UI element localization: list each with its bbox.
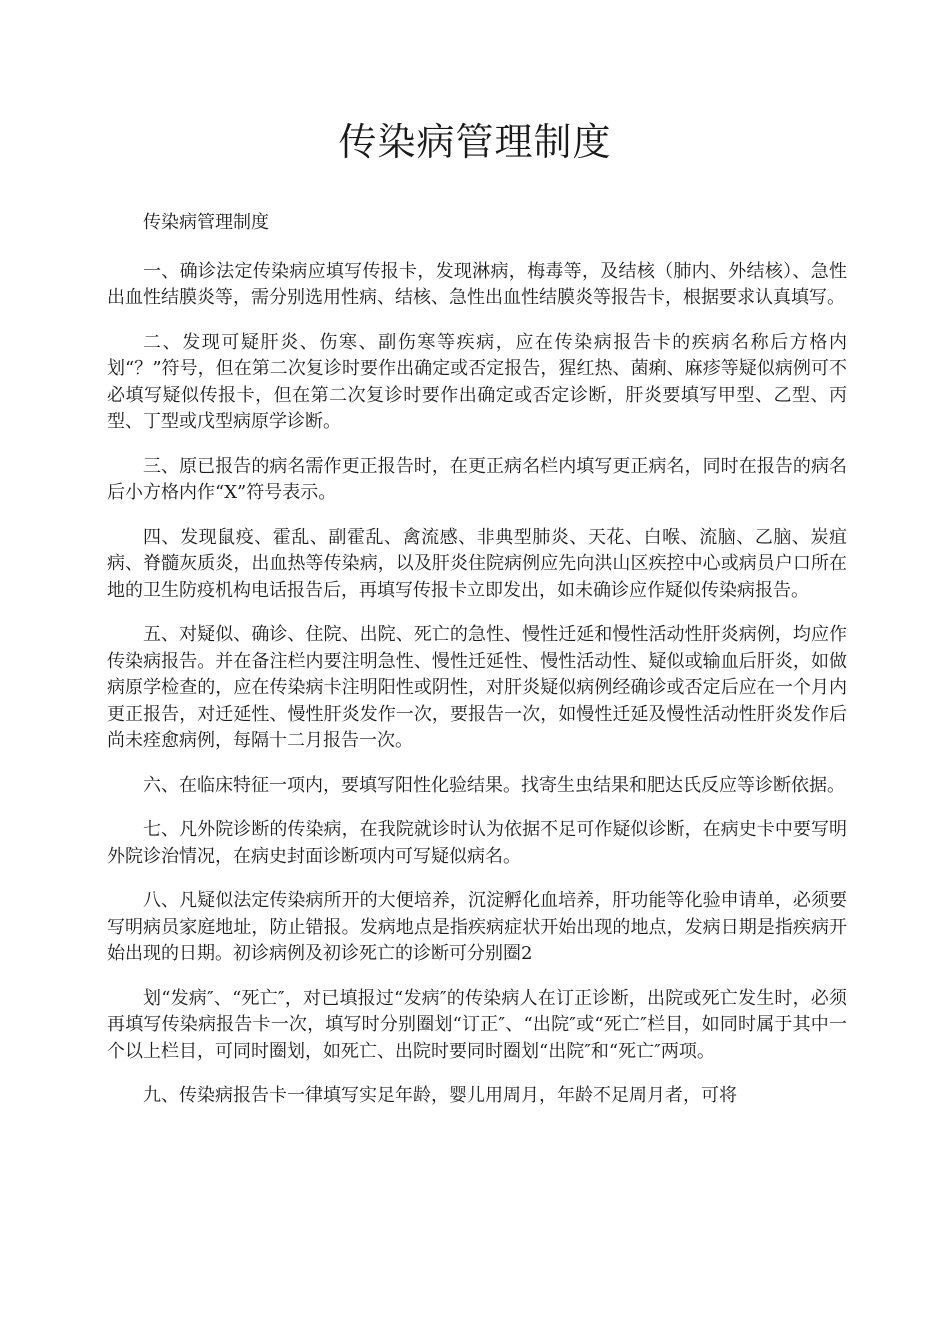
paragraph-3: 三、原已报告的病名需作更正报告时，在更正病名栏内填写更正病名，同时在报告的病名后小方格内作“X”符号表示。 (107, 455, 847, 503)
paragraph-7: 七、凡外院诊断的传染病，在我院就诊时认为依据不足可作疑似诊断，在病史卡中要写明外院诊治情况，在病史封面诊断项内可写疑似病名。 (107, 819, 847, 867)
paragraph-5: 五、对疑似、确诊、住院、出院、死亡的急性、慢性迁延和慢性活动性肝炎病例，均应作传染病报告。并在备注栏内要注明急性、慢性迁延性、慢性活动性、疑似或输血后肝炎，如做病原学检查的，应在传染病卡注明阳性或阴性，对肝炎疑似病例经确诊或否定后应在一个月内更正报告，对迁延性、慢性肝炎发作一次，要报告一次，如慢性迁延及慢性活动性肝炎发作后尚未痊愈病例，每隔十二月报告一次。 (107, 624, 847, 751)
paragraph-10: 九、传染病报告卡一律填写实足年龄，婴儿用周月，年龄不足周月者，可将 (143, 1085, 737, 1106)
paragraph-8: 八、凡疑似法定传染病所开的大便培养，沉淀孵化血培养，肝功能等化验申请单，必须要写明病员家庭地址，防止错报。发病地点是指疾病症状开始出现的地点，发病日期是指疾病开始出现的日期。初诊病例及初诊死亡的诊断可分别圈2 (107, 890, 847, 964)
document-body (107, 210, 847, 1128)
paragraph-1: 一、确诊法定传染病应填写传报卡，发现淋病，梅毒等，及结核（肺内、外结核）、急性出血性结膜炎等，需分别选用性病、结核、急性出血性结膜炎等报告卡，根据要求认真填写。 (107, 260, 847, 308)
paragraph-6: 六、在临床特征一项内，要填写阳性化验结果。找寄生虫结果和肥达氏反应等诊断依据。 (143, 774, 845, 796)
paragraph-9: 划“发病″、“死亡″，对已填报过“发病″的传染病人在订正诊断，出院或死亡发生时，必须再填写传染病报告卡一次，填写时分别圈划“订正″、“出院″或“死亡″栏目，如同时属于其中一个以上栏目，可同时圈划，如死亡、出院时要同时圈划“出院″和“死亡″两项。 (107, 987, 847, 1062)
document-title: 传染病管理制度 (338, 120, 612, 164)
document-subtitle: 传染病管理制度 (143, 212, 269, 233)
paragraph-2: 二、发现可疑肝炎、伤寒、副伤寒等疾病，应在传染病报告卡的疾病名称后方格内划“？”符号，但在第二次复诊时要作出确定或否定报告，猩红热、菌痢、麻疹等疑似病例可不必填写疑似传报卡，但在第二次复诊时要作出确定或否定诊断，肝炎要填写甲型、乙型、丙型、丁型或戊型病原学诊断。 (107, 331, 847, 432)
paragraph-4: 四、发现鼠疫、霍乱、副霍乱、禽流感、非典型肺炎、天花、白喉、流脑、乙脑、炭疽病、脊髓灰质炎，出血热等传染病，以及肝炎住院病例应先向洪山区疾控中心或病员户口所在地的卫生防疫机构电话报告后，再填写传报卡立即发出，如未确诊应作疑似传染病报告。 (107, 526, 847, 601)
